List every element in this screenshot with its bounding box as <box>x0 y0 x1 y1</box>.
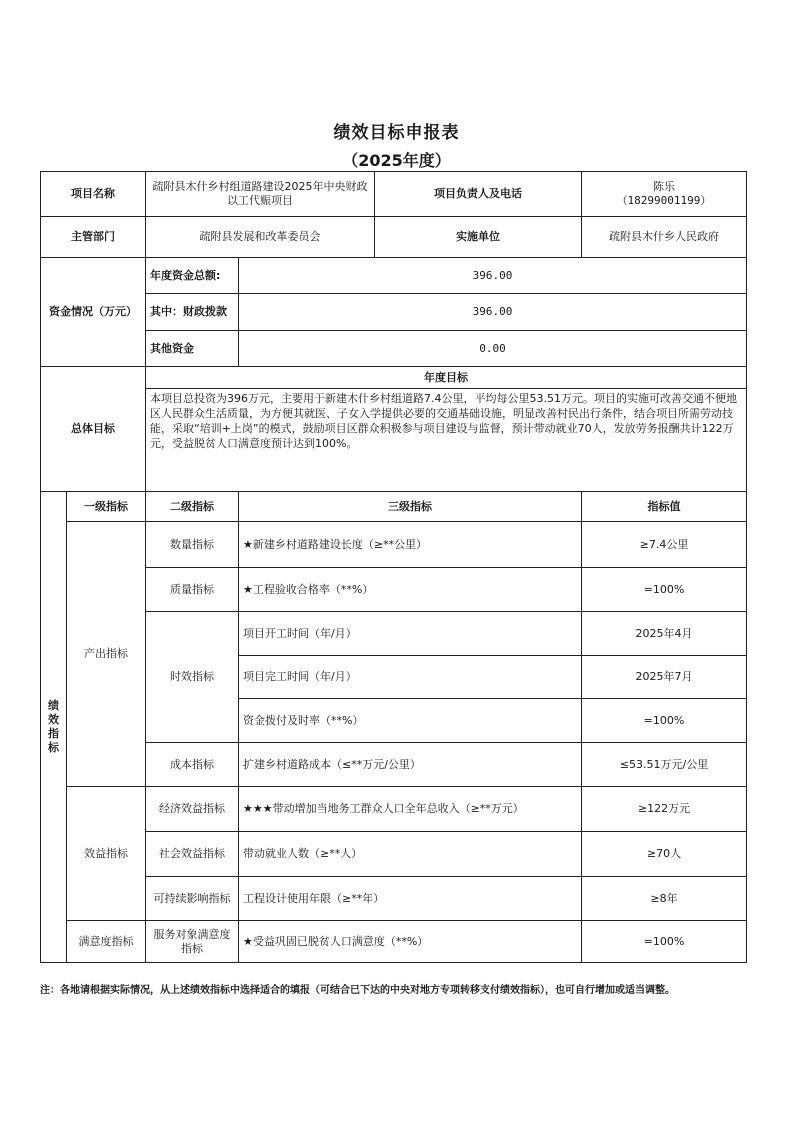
table-row <box>41 877 747 921</box>
table-row <box>41 612 747 656</box>
funds-annual-row <box>41 258 747 294</box>
quantity-item: ★新建乡村道路建设长度（≥**公里） <box>239 522 582 568</box>
funds-other-value: 0.00 <box>239 331 747 367</box>
quantity-value: ≥7.4公里 <box>582 522 747 568</box>
implementer-label: 实施单位 <box>375 217 582 258</box>
funds-label: 资金情况（万元） <box>41 258 146 367</box>
project-owner-label: 项目负责人及电话 <box>375 172 582 217</box>
col-value: 指标值 <box>582 492 747 522</box>
quantity-label: 数量指标 <box>146 522 239 568</box>
goal-header: 年度目标 <box>146 367 747 389</box>
table-row <box>41 921 747 963</box>
performance-table <box>40 171 747 963</box>
sustain-value: ≥8年 <box>582 877 747 921</box>
goal-header-row <box>41 367 747 389</box>
satisfaction-value: =100% <box>582 921 747 963</box>
project-owner-name: 陈乐 <box>653 180 675 193</box>
social-value: ≥70人 <box>582 832 747 877</box>
department-value: 疏附县发展和改革委员会 <box>146 217 375 258</box>
econ-label: 经济效益指标 <box>146 787 239 832</box>
table-row <box>41 743 747 787</box>
funds-other-row <box>41 331 747 367</box>
time-value-2: 2025年7月 <box>582 656 747 699</box>
col-level3: 三级指标 <box>239 492 582 522</box>
project-owner-phone: （18299001199） <box>616 194 712 207</box>
satisfaction-item: ★受益巩固已脱贫人口满意度（**%） <box>239 921 582 963</box>
quality-item: ★工程验收合格率（**%） <box>239 568 582 612</box>
department-row <box>41 217 747 258</box>
project-owner-cell <box>582 172 747 217</box>
goal-text: 本项目总投资为396万元，主要用于新建木什乡村组道路7.4公里，平均每公里53.51万元。项目的实施可改善交通不便地区人民群众生活质量，为方便其就医、子女入学提供必要的交通基础设施，明显改善村民出行条件，结合项目所需劳动技能，采取“培训+上岗”的模式，鼓励项目区群众积极参与项目建设与监督，预计带动就业70人，发放劳务报酬共计122万元，受益脱贫人口满意度预计达到100%。 <box>146 389 747 492</box>
footnote: 注：各地请根据实际情况，从上述绩效指标中选择适合的填报（可结合已下达的中央对地方专项转移支付绩效指标），也可自行增加或适当调整。 <box>40 985 675 996</box>
table-row <box>41 832 747 877</box>
time-value-1: 2025年4月 <box>582 612 747 656</box>
department-label: 主管部门 <box>41 217 146 258</box>
implementer-value: 疏附县木什乡人民政府 <box>582 217 747 258</box>
form-title: 绩效目标申报表 <box>333 123 460 143</box>
indicator-header-row <box>41 492 747 522</box>
goal-label: 总体目标 <box>41 367 146 492</box>
col-level2: 二级指标 <box>146 492 239 522</box>
satisfaction-sub-label: 服务对象满意度指标 <box>146 921 239 963</box>
quality-label: 质量指标 <box>146 568 239 612</box>
indicators-section-label: 绩效指标 <box>41 492 67 963</box>
econ-value: ≥122万元 <box>582 787 747 832</box>
quality-value: =100% <box>582 568 747 612</box>
funds-fiscal-row <box>41 294 747 331</box>
funds-annual-label: 年度资金总额: <box>146 258 239 294</box>
social-label: 社会效益指标 <box>146 832 239 877</box>
sustain-item: 工程设计使用年限（≥**年） <box>239 877 582 921</box>
time-label: 时效指标 <box>146 612 239 743</box>
funds-fiscal-value: 396.00 <box>239 294 747 331</box>
col-level1: 一级指标 <box>67 492 146 522</box>
time-item-1: 项目开工时间（年/月） <box>239 612 582 656</box>
project-name-value: 疏附县木什乡村组道路建设2025年中央财政以工代赈项目 <box>146 172 375 217</box>
table-row <box>41 787 747 832</box>
project-row <box>41 172 747 217</box>
funds-fiscal-label: 其中：财政拨款 <box>146 294 239 331</box>
social-item: 带动就业人数（≥**人） <box>239 832 582 877</box>
funds-annual-value: 396.00 <box>239 258 747 294</box>
time-value-3: =100% <box>582 699 747 743</box>
satisfaction-label: 满意度指标 <box>67 921 146 963</box>
benefit-label: 效益指标 <box>67 787 146 921</box>
form-year: （2025年度） <box>342 151 451 170</box>
cost-label: 成本指标 <box>146 743 239 787</box>
sustain-label: 可持续影响指标 <box>146 877 239 921</box>
funds-other-label: 其他资金 <box>146 331 239 367</box>
cost-value: ≤53.51万元/公里 <box>582 743 747 787</box>
time-item-3: 资金拨付及时率（**%） <box>239 699 582 743</box>
project-name-label: 项目名称 <box>41 172 146 217</box>
econ-item: ★★★带动增加当地务工群众人口全年总收入（≥**万元） <box>239 787 582 832</box>
cost-item: 扩建乡村道路成本（≤**万元/公里） <box>239 743 582 787</box>
table-row <box>41 522 747 568</box>
output-label: 产出指标 <box>67 522 146 787</box>
table-row <box>41 568 747 612</box>
time-item-2: 项目完工时间（年/月） <box>239 656 582 699</box>
goal-text-row <box>41 389 747 492</box>
